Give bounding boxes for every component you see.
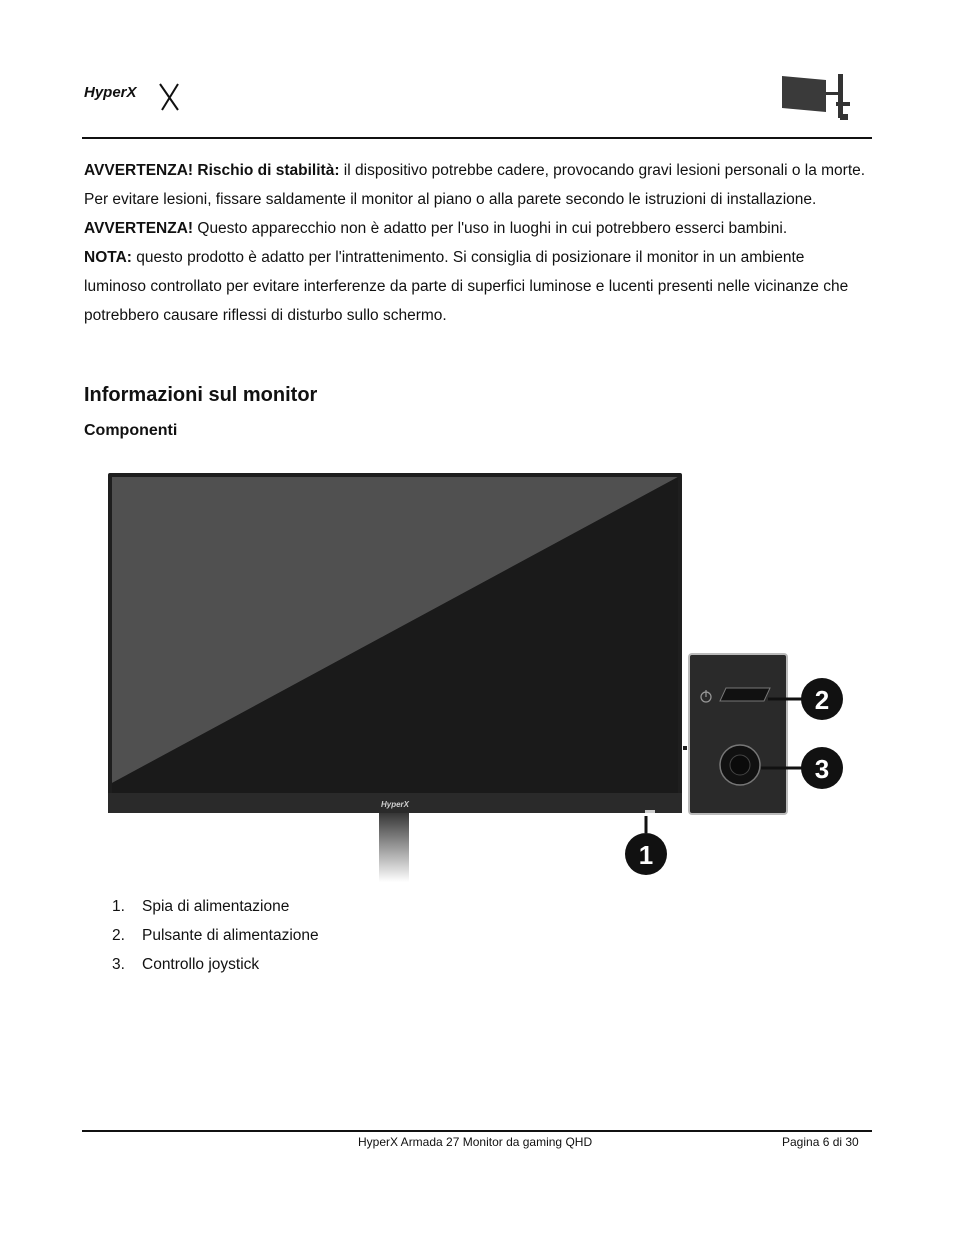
stability-warning-text: il dispositivo potrebbe cadere, provocando gravi lesioni personali o la morte. Per evitare lesioni, fissare saldamente il monitor al piano o alla parete secondo le istruzioni di installazione. <box>84 162 866 208</box>
children-warning-text: Questo apparecchio non è adatto per l'uso in luoghi in cui potrebbero esserci bambini. <box>193 220 788 237</box>
component-item-power-button: 2. Pulsante di alimentazione <box>112 927 319 944</box>
section-subtitle: Componenti <box>84 422 178 439</box>
monitor-illustration <box>100 468 860 888</box>
control-panel-zoom <box>689 654 787 814</box>
warnings-block <box>84 156 866 330</box>
header-rule <box>82 137 872 139</box>
hyperx-logo <box>84 80 184 114</box>
power-button <box>720 688 770 701</box>
children-warning <box>84 214 866 243</box>
monitor-arm-clamp-icon <box>778 72 854 124</box>
bezel-logo: HyperX <box>380 800 410 809</box>
svg-text:1: 1 <box>638 840 654 870</box>
footer-doc-title: HyperX Armada 27 Monitor da gaming QHD <box>358 1135 593 1149</box>
svg-text:3: 3 <box>814 754 830 784</box>
note <box>84 243 866 330</box>
svg-text:2: 2 <box>814 685 830 715</box>
component-item-joystick: 3. Controllo joystick <box>112 956 260 973</box>
component-item-power-light: 1. Spia di alimentazione <box>112 898 290 915</box>
footer-page-number: Pagina 6 di 30 <box>782 1135 859 1149</box>
note-label: NOTA: <box>84 249 132 266</box>
power-light <box>645 810 655 813</box>
note-text: questo prodotto è adatto per l'intrattenimento. Si consiglia di posizionare il monitor in un ambiente luminoso controllato per evitare interferenze da parte di superfici luminose e lucenti presenti nelle vicinanze che potrebbero causare riflessi di disturbo sullo schermo. <box>84 249 849 324</box>
stability-warning <box>84 156 866 214</box>
stability-warning-label: AVVERTENZA! Rischio di stabilità: <box>84 162 340 179</box>
monitor-stand <box>379 812 409 882</box>
component-list <box>112 892 319 979</box>
hyperx-logo-text: HyperX <box>84 84 137 101</box>
section-title: Informazioni sul monitor <box>84 384 318 406</box>
children-warning-label: AVVERTENZA! <box>84 220 194 237</box>
footer-rule <box>82 1130 872 1132</box>
